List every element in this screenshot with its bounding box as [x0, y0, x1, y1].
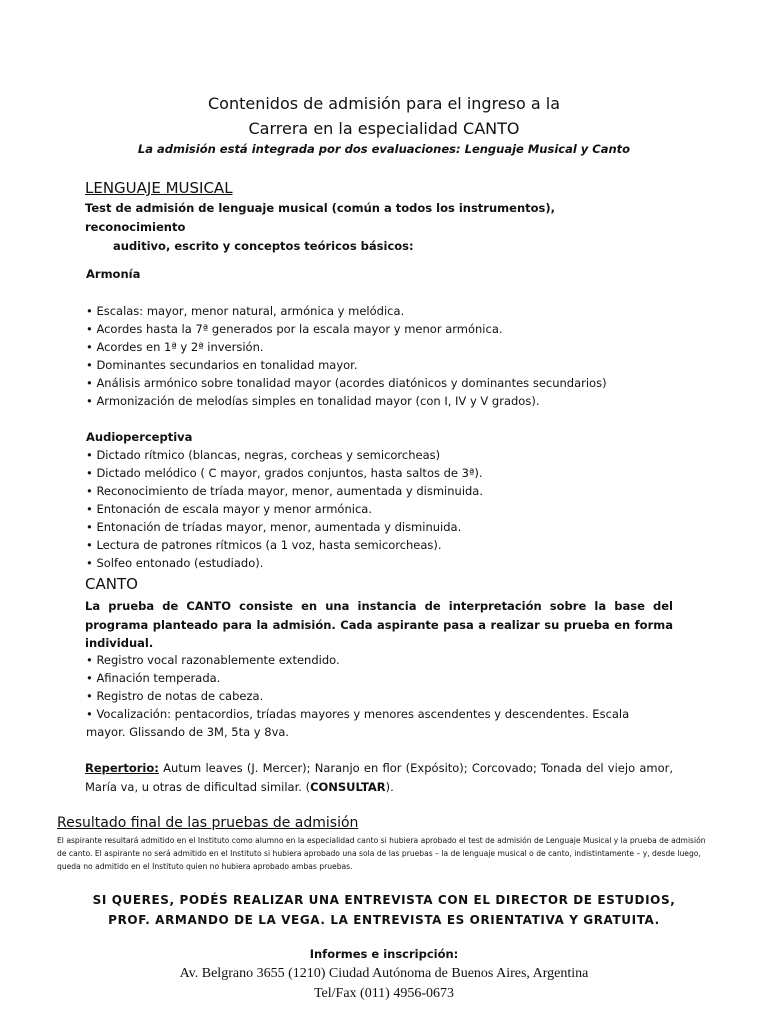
resultado-text: El aspirante resultará admitido en el Instituto como alumno en la especialidad canto si hubiera aprobado el test de admisión de Lenguaje Musical y la prueba de admisión de canto. El aspirante no será admitido en el Instituto si hubiera aprobado una sola de las pruebas – la de lenguaje musical o de canto, indistintamente – y, desde luego, queda no admitido en el Instituto quien no hubiera aprobado ambas pruebas. [57, 836, 706, 871]
repertorio-text: Autum leaves (J. Mercer); Naranjo en flor (Expósito); Corcovado; Tonada del viejo amor, María va, u otras de dificultad similar. ( [85, 761, 673, 794]
armonia-heading: Armonía [86, 267, 141, 281]
lenguaje-intro-line-2: auditivo, escrito y conceptos teóricos básicos: [113, 239, 414, 253]
entrevista-line-1: SI QUERES, PODÉS REALIZAR UNA ENTREVISTA CON EL DIRECTOR DE ESTUDIOS, [92, 893, 676, 907]
list-item: • Escalas: mayor, menor natural, armónica y melódica. [86, 304, 405, 318]
subtitle: La admisión está integrada por dos evaluaciones: Lenguaje Musical y Canto [137, 142, 631, 156]
armonia-list [86, 302, 686, 410]
audioperceptiva-list [86, 446, 686, 572]
consultar-label: CONSULTAR [310, 779, 386, 794]
list-item: • Acordes en 1ª y 2ª inversión. [86, 340, 264, 354]
title-line-1: Contenidos de admisión para el ingreso a la [207, 94, 560, 113]
resultado-heading: Resultado final de las pruebas de admisión [57, 815, 359, 831]
lenguaje-intro-line-1: Test de admisión de lenguaje musical (común a todos los instrumentos), reconocimiento [85, 201, 555, 234]
list-item: • Armonización de melodías simples en tonalidad mayor (con I, IV y V grados). [86, 394, 540, 408]
list-item: • Acordes hasta la 7ª generados por la escala mayor y menor armónica. [86, 322, 503, 336]
repertorio-label: Repertorio: [85, 761, 159, 775]
list-item: • Análisis armónico sobre tonalidad mayor (acordes diatónicos y dominantes secundarios) [86, 376, 607, 390]
canto-list [86, 651, 686, 741]
repertorio-paragraph [85, 759, 673, 796]
lenguaje-intro [85, 199, 645, 256]
list-item: • Entonación de escala mayor y menor armónica. [86, 502, 372, 516]
informes-heading: Informes e inscripción: [309, 947, 459, 961]
entrevista-line-2: PROF. ARMANDO DE LA VEGA. LA ENTREVISTA ES ORIENTATIVA Y GRATUITA. [108, 912, 660, 927]
lenguaje-heading: LENGUAJE MUSICAL [85, 179, 233, 197]
list-item: • Dictado rítmico (blancas, negras, corcheas y semicorcheas) [86, 448, 441, 462]
list-item: • Reconocimiento de tríada mayor, menor, aumentada y disminuida. [86, 484, 484, 498]
list-item: • Entonación de tríadas mayor, menor, aumentada y disminuida. [86, 520, 462, 534]
canto-heading: CANTO [85, 575, 138, 593]
title-line-2: Carrera en la especialidad CANTO [248, 119, 520, 138]
list-item: mayor. Glissando de 3M, 5ta y 8va. [86, 725, 290, 739]
informes-phone: Tel/Fax (011) 4956-0673 [313, 986, 455, 1001]
list-item: • Solfeo entonado (estudiado). [86, 556, 264, 570]
list-item: • Lectura de patrones rítmicos (a 1 voz, hasta semicorcheas). [86, 538, 442, 552]
informes-address: Av. Belgrano 3655 (1210) Ciudad Autónoma de Buenos Aires, Argentina [179, 966, 589, 981]
audioperceptiva-heading: Audioperceptiva [86, 430, 193, 444]
canto-intro: La prueba de CANTO consiste en una instancia de interpretación sobre la base del programa planteado para la admisión. Cada aspirante pasa a realizar su prueba en forma individual. [85, 599, 673, 650]
entrevista-text [0, 891, 768, 930]
repertorio-end: ). [385, 779, 394, 794]
list-item: • Registro vocal razonablemente extendido. [86, 653, 340, 667]
list-item: • Afinación temperada. [86, 671, 221, 685]
list-item: • Dominantes secundarios en tonalidad mayor. [86, 358, 358, 372]
list-item: • Registro de notas de cabeza. [86, 689, 264, 703]
list-item: • Dictado melódico ( C mayor, grados conjuntos, hasta saltos de 3ª). [86, 466, 483, 480]
list-item: • Vocalización: pentacordios, tríadas mayores y menores ascendentes y descendentes. Escala [86, 707, 630, 721]
